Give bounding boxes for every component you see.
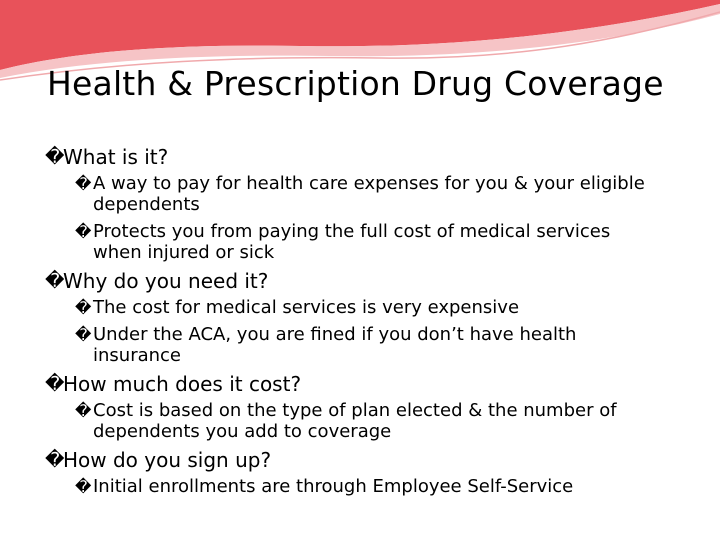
sub-bullet-text: The cost for medical services is very expensive xyxy=(93,297,520,318)
section-heading xyxy=(45,145,695,169)
sub-bullet-list xyxy=(45,476,695,497)
sub-bullet-text: Protects you from paying the full cost of medical services when injured or sick xyxy=(93,221,611,263)
section-heading xyxy=(45,372,695,396)
section-heading-text: Why do you need it? xyxy=(63,269,269,293)
bullet-icon: � xyxy=(45,146,65,168)
sub-bullet-text: Cost is based on the type of plan elected & the number of dependents you add to coverage xyxy=(93,400,617,442)
sub-bullet-list xyxy=(45,297,695,366)
bullet-icon: � xyxy=(45,373,65,395)
section-heading-text: What is it? xyxy=(63,145,169,169)
sub-bullet xyxy=(75,297,695,318)
section-heading xyxy=(45,269,695,293)
section-heading-text: How much does it cost? xyxy=(63,372,302,396)
sub-bullet-list xyxy=(45,400,695,442)
bullet-icon: � xyxy=(45,449,65,471)
bullet-icon: � xyxy=(75,174,92,193)
sub-bullet xyxy=(75,400,695,442)
sub-bullet-list xyxy=(45,173,695,263)
sub-bullet-text: Under the ACA, you are fined if you don’t have health insurance xyxy=(93,324,577,366)
section-heading-text: How do you sign up? xyxy=(63,448,272,472)
bullet-icon: � xyxy=(75,401,92,420)
sub-bullet xyxy=(75,221,695,263)
bullet-icon: � xyxy=(75,298,92,317)
slide-content xyxy=(45,145,695,503)
section-heading xyxy=(45,448,695,472)
slide-title: Health & Prescription Drug Coverage xyxy=(47,64,664,103)
sub-bullet xyxy=(75,324,695,366)
sub-bullet xyxy=(75,476,695,497)
bullet-icon: � xyxy=(75,477,92,496)
bullet-icon: � xyxy=(75,222,92,241)
sub-bullet-text: A way to pay for health care expenses for you & your eligible dependents xyxy=(93,173,645,215)
bullet-icon: � xyxy=(75,325,92,344)
bullet-icon: � xyxy=(45,270,65,292)
sub-bullet xyxy=(75,173,695,215)
sub-bullet-text: Initial enrollments are through Employee Self-Service xyxy=(93,476,574,497)
